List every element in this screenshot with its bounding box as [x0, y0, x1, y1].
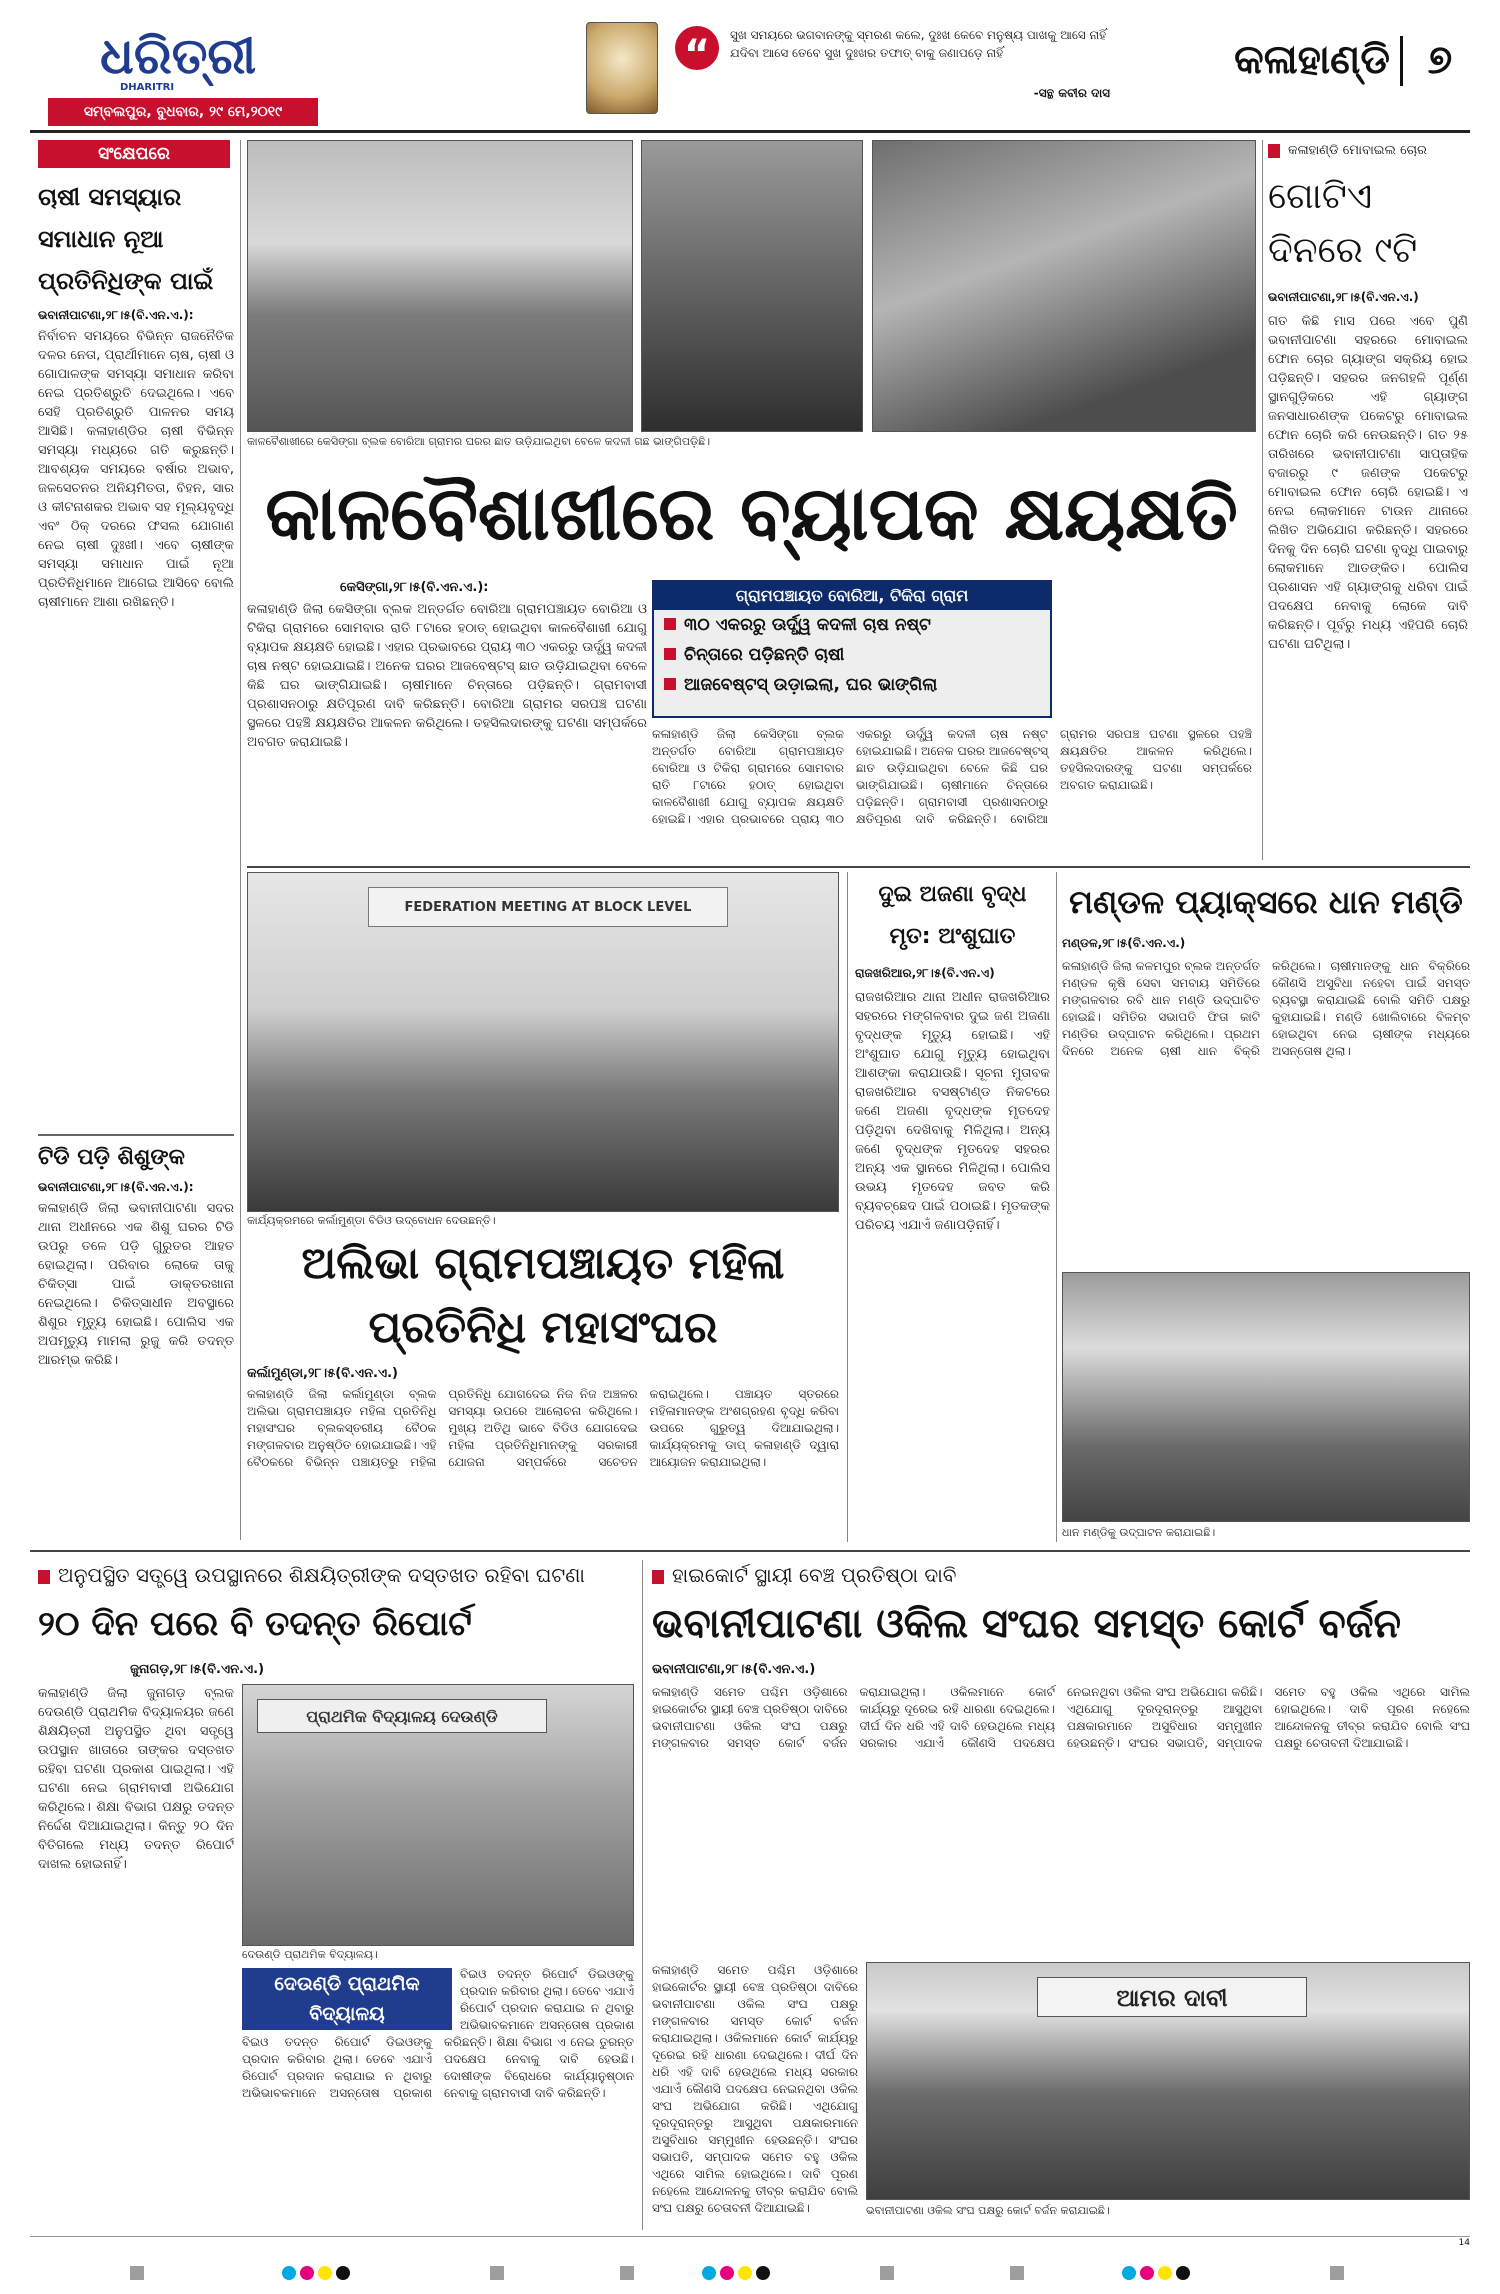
brief-body: ନିର୍ବାଚନ ସମୟରେ ବିଭିନ୍ନ ରାଜନୈତିକ ଦଳର ନେତା, ପ୍ରାର୍ଥୀମାନେ ଚାଷ, ଚାଷୀ ଓ ଗୋପାଳଙ୍କ ସମସ୍ୟା ସମାଧାନ କରିବା ନେଇ ପ୍ରତିଶ୍ରୁତି ଦେଇଥିଲେ। ଏବେ ସେହି ପ୍ରତିଶ୍ରୁତି ପାଳନର ସମୟ ଆସିଛି। କଳାହାଣ୍ଡିର ଚାଷୀ ବିଭିନ୍ନ ସମସ୍ୟା ମଧ୍ୟରେ ଗତି କରୁଛନ୍ତି। ଆବଶ୍ୟକ ସମୟରେ ବର୍ଷାର ଅଭାବ, ଜଳସେଚନର ଅନିୟମିତତା, ବିହନ, ସାର ଓ କୀଟନାଶକର ଅଭାବ ସହ ମୂଲ୍ୟବୃଦ୍ଧି ଏବଂ ଠିକ୍ ଦରରେ ଫସଲ ଯୋଗାଣ ନେଇ ଚାଷୀ ଦୁଃଖୀ। ଏବେ ଚାଷୀଙ୍କ ସମସ୍ୟା ସମାଧାନ ପାଇଁ ନୂଆ ପ୍ରତିନିଧିମାନେ ଆଗେଇ ଆସିବେ ବୋଲି ଚାଷୀମାନେ ଆଶା ରଖିଛନ୍ତି। [38, 329, 234, 610]
enquiry-body-right: ବିଇଓ ତଦନ୍ତ ରିପୋର୍ଟ ଡିଇଓଙ୍କୁ ପ୍ରଦାନ କରିବାର ଥିଲା। ତେବେ ଏଯାଏଁ ରିପୋର୍ଟ ପ୍ରଦାନ କରାଯାଇ ନ ଥିବାରୁ ଅଭିଭାବକମାନେ ଅସନ୍ତୋଷ ପ୍ରକାଶ କରିଛନ୍ତି। ଶିକ୍ଷା ବିଭାଗ ଏ ନେଇ ତୁରନ୍ତ ପଦକ୍ଷେପ ନେବାକୁ ଦାବି ହେଉଛି। ଦୋଷୀଙ୍କ ବିରୋଧରେ କାର୍ଯ୍ୟାନୁଷ୍ଠାନ ନେବାକୁ ଗ୍ରାମବାସୀ ଦାବି କରିଛନ୍ତି। [242, 2035, 634, 2100]
mid-rule [247, 866, 1470, 868]
lead-body-right: କଳାହାଣ୍ଡି ଜିଲା କେସିଙ୍ଗା ବ୍ଲକ ଅନ୍ତର୍ଗତ ବୋରିଆ ଗ୍ରାମପଞ୍ଚାୟତ ବୋରିଆ ଓ ଟିକିରା ଗ୍ରାମରେ ସୋମବାର ରାତି ୮ଟାରେ ହଠାତ୍ ହୋଇଥିବା କାଳବୈଶାଖୀ ଯୋଗୁ ବ୍ୟାପକ କ୍ଷୟକ୍ଷତି ହୋଇଛି। ଏହାର ପ୍ରଭାବରେ ପ୍ରାୟ ୩୦ ଏକରରୁ ଊର୍ଦ୍ଧ୍ୱ କଦଳୀ ଚାଷ ନଷ୍ଟ ହୋଇଯାଇଛି। ଅନେକ ଘରର ଆଜବେଷ୍ଟସ୍ ଛାତ ଉଡ଼ିଯାଇଥିବା ବେଳେ କିଛି ଘର ଭାଙ୍ଗିଯାଇଛି। ଚାଷୀମାନେ ଚିନ୍ତାରେ ପଡ଼ିଛନ୍ତି। ଗ୍ରାମବାସୀ ପ୍ରଶାସନଠାରୁ କ୍ଷତିପୂରଣ ଦାବି କରିଛନ୍ତି। ବୋରିଆ ଗ୍ରାମର ସରପଞ୍ଚ ଘଟଣା ସ୍ଥଳରେ ପହଞ୍ଚି କ୍ଷୟକ୍ଷତିର ଆକଳନ କରିଥିଲେ। ତହସିଲଦାରଙ୍କୁ ଘଟଣା ସମ୍ପର୍କରେ ଅବଗତ କରାଯାଇଛି। [652, 727, 1252, 826]
registration-mark [490, 2266, 504, 2280]
registration-dot [702, 2266, 716, 2280]
registration-dot [1158, 2266, 1172, 2280]
mobile-theft-kicker: କଳାହାଣ୍ଡି ମୋବାଇଲ ଚୋର [1268, 140, 1468, 166]
court-dateline: ଭବାନୀପାଟଣା,୨୮।୫(ବି.ଏନ.ଏ.) [652, 1662, 816, 1677]
masthead-quote-author: -ସନ୍ଥ କବୀର ଦାସ [1033, 86, 1110, 100]
footer-folio: 14 [1458, 2238, 1470, 2248]
highlight-item: ୩୦ ଏକରରୁ ଊର୍ଦ୍ଧ୍ୱ କଦଳୀ ଚାଷ ନଷ୍ଟ [654, 610, 1050, 640]
photo-lawyers-protest [866, 1962, 1470, 2200]
mobile-theft-body: ଗତ କିଛି ମାସ ପରେ ଏବେ ପୁଣି ଭବାନୀପାଟଣା ସହରରେ ମୋବାଇଲ ଫୋନ ଚୋର ଗ୍ୟାଙ୍ଗ ସକ୍ରିୟ ହୋଇ ପଡ଼ିଛନ୍ତି। ସହରର ଜନଗହଳି ପୂର୍ଣ୍ଣ ସ୍ଥାନଗୁଡ଼ିକରେ ଏହି ଗ୍ୟାଙ୍ଗ ଜନସାଧାରଣଙ୍କ ପକେଟରୁ ମୋବାଇଲ ଫୋନ ଚୋରି କରି ନେଉଛନ୍ତି। ଗତ ୨୫ ତାରିଖରେ ଭବାନୀପାଟଣା ସାପ୍ତାହିକ ବଜାରରୁ ୯ ଜଣଙ୍କ ପକେଟରୁ ମୋବାଇଲ ଫୋନ ଚୋରି ହୋଇଛି। ଏ ନେଇ ଲୋକମାନେ ଟାଉନ ଥାନାରେ ଲିଖିତ ଅଭିଯୋଗ କରିଛନ୍ତି। ସହରରେ ଦିନକୁ ଦିନ ଚୋରି ଘଟଣା ବୃଦ୍ଧି ପାଇବାରୁ ଲୋକମାନେ ଆତଙ୍କିତ। ପୋଲିସ ପ୍ରଶାସନ ଏହି ଗ୍ୟାଙ୍ଗକୁ ଧରିବା ପାଇଁ ପଦକ୍ଷେପ ନେବାକୁ ଲୋକେ ଦାବି କରିଛନ୍ତି। ପୂର୍ବରୁ ମଧ୍ୟ ଏହିପରି ଚୋରି ଘଟଣା ଘଟିଥିଲା। [1268, 314, 1468, 652]
brief-dateline: ଭବାନୀପାଟଣା,୨୮।୫(ବି.ଏନ.ଏ.): [38, 308, 194, 322]
registration-dot [1122, 2266, 1136, 2280]
enquiry-dateline: ଜୁନାଗଡ଼,୨୮।୫(ବି.ଏନ.ଏ.) [130, 1662, 265, 1677]
photo-damaged-house [247, 140, 633, 432]
registration-dot [720, 2266, 734, 2280]
enquiry-body-mid: ବିଇଓ ତଦନ୍ତ ରିପୋର୍ଟ ଡିଇଓଙ୍କୁ ପ୍ରଦାନ କରିବାର ଥିଲା। ତେବେ ଏଯାଏଁ ରିପୋର୍ଟ ପ୍ରଦାନ କରାଯାଇ ନ ଥିବାରୁ ଅଭିଭାବକମାନେ ଅସନ୍ତୋଷ ପ୍ରକାଶ [460, 1967, 634, 2032]
mobile-theft-headline: ଗୋଟିଏ ଦିନରେ ୯ଟି [1268, 176, 1418, 271]
lead-body-left: କଳାହାଣ୍ଡି ଜିଲା କେସିଙ୍ଗା ବ୍ଲକ ଅନ୍ତର୍ଗତ ବୋରିଆ ଗ୍ରାମପଞ୍ଚାୟତ ବୋରିଆ ଓ ଟିକିରା ଗ୍ରାମରେ ସୋମବାର ରାତି ୮ଟାରେ ହଠାତ୍ ହୋଇଥିବା କାଳବୈଶାଖୀ ଯୋଗୁ ବ୍ୟାପକ କ୍ଷୟକ୍ଷତି ହୋଇଛି। ଏହାର ପ୍ରଭାବରେ ପ୍ରାୟ ୩୦ ଏକରରୁ ଊର୍ଦ୍ଧ୍ୱ କଦଳୀ ଚାଷ ନଷ୍ଟ ହୋଇଯାଇଛି। ଅନେକ ଘରର ଆଜବେଷ୍ଟସ୍ ଛାତ ଉଡ଼ିଯାଇଥିବା ବେଳେ କିଛି ଘର ଭାଙ୍ଗିଯାଇଛି। ଚାଷୀମାନେ ଚିନ୍ତାରେ ପଡ଼ିଛନ୍ତି। ଗ୍ରାମବାସୀ ପ୍ରଶାସନଠାରୁ କ୍ଷତିପୂରଣ ଦାବି କରିଛନ୍ତି। ବୋରିଆ ଗ୍ରାମର ସରପଞ୍ଚ ଘଟଣା ସ୍ଥଳରେ ପହଞ୍ଚି କ୍ଷୟକ୍ଷତିର ଆକଳନ କରିଥିଲେ। ତହସିଲଦାରଙ୍କୁ ଘଟଣା ସମ୍ପର୍କରେ ଅବଗତ କରାଯାଇଛି। [247, 602, 647, 750]
enquiry-kicker: ଅନୁପସ୍ଥିତ ସତ୍ତ୍ୱେ ଉପସ୍ଥାନରେ ଶିକ୍ଷୟିତ୍ରୀଙ୍କ ଦସ୍ତଖତ ରହିବା ଘଟଣା [38, 1562, 648, 1588]
registration-dot [738, 2266, 752, 2280]
registration-mark [620, 2266, 634, 2280]
section-divider [1400, 36, 1403, 86]
registration-dot [756, 2266, 770, 2280]
masthead-logo-sub: DHARITRI [120, 82, 175, 93]
registration-dot [318, 2266, 332, 2280]
court-kicker: ହାଇକୋର୍ଟ ସ୍ଥାୟୀ ବେଞ୍ଚ ପ୍ରତିଷ୍ଠା ଦାବି [652, 1562, 1470, 1588]
tidi-body: କଳାହାଣ୍ଡି ଜିଲା ଭବାନୀପାଟଣା ସଦର ଥାନା ଅଧୀନରେ ଏକ ଶିଶୁ ଘରର ଟିଡି ଉପରୁ ତଳେ ପଡ଼ି ଗୁରୁତର ଆହତ ହୋଇଥିଲା। ପରିବାର ଲୋକେ ତାକୁ ଚିକିତ୍ସା ପାଇଁ ଡାକ୍ତରଖାନା ନେଇଥିଲେ। ଚିକିତ୍ସାଧୀନ ଅବସ୍ଥାରେ ଶିଶୁର ମୃତ୍ୟୁ ହୋଇଛି। ପୋଲିସ ଏକ ଅପମୃତ୍ୟୁ ମାମଲା ରୁଜୁ କରି ତଦନ୍ତ ଆରମ୍ଭ କରିଛି। [38, 1201, 234, 1368]
registration-mark [1330, 2266, 1344, 2280]
quote-mark-icon: “ [675, 26, 719, 70]
lead-dateline: କେସିଙ୍ଗା,୨୮।୫(ବି.ଏନ.ଏ.): [340, 580, 489, 595]
mandi-dateline: ମଣ୍ଡଳ,୨୮।୫(ବି.ଏନ.ଏ.) [1062, 936, 1186, 950]
section-name: କଳାହାଣ୍ଡି [1234, 37, 1390, 83]
tidi-dateline: ଭବାନୀପାଟଣା,୨୮।୫(ବି.ଏନ.ଏ.): [38, 1180, 194, 1194]
registration-dot [1140, 2266, 1154, 2280]
left-column-rule [240, 140, 241, 1540]
masthead [30, 20, 1470, 132]
right-column-rule [1262, 140, 1263, 860]
registration-dot [282, 2266, 296, 2280]
meeting-body: କଳାହାଣ୍ଡି ଜିଲା କର୍ଲାମୁଣ୍ଡା ବ୍ଲକ ଅଲିଭା ଗ୍ରାମପଞ୍ଚାୟତ ମହିଳା ପ୍ରତିନିଧି ମହାସଂଘର ବ୍ଲକସ୍ତରୀୟ ବୈଠକ ମଙ୍ଗଳବାର ଅନୁଷ୍ଠିତ ହୋଇଯାଇଛି। ଏହି ବୈଠକରେ ବିଭିନ୍ନ ପଞ୍ଚାୟତରୁ ମହିଳା ପ୍ରତିନିଧି ଯୋଗଦେଇ ନିଜ ନିଜ ଅଞ୍ଚଳର ସମସ୍ୟା ଉପରେ ଆଲୋଚନା କରିଥିଲେ। ମୁଖ୍ୟ ଅତିଥି ଭାବେ ବିଡିଓ ଯୋଗଦେଇ ମହିଳା ପ୍ରତିନିଧିମାନଙ୍କୁ ସରକାରୀ ଯୋଜନା ସମ୍ପର୍କରେ ସଚେତନ କରାଇଥିଲେ। ପଞ୍ଚାୟତ ସ୍ତରରେ ମହିଳାମାନଙ୍କ ଅଂଶଗ୍ରହଣ ବୃଦ୍ଧି କରିବା ଉପରେ ଗୁରୁତ୍ୱ ଦିଆଯାଇଥିଲା। କାର୍ଯ୍ୟକ୍ରମକୁ ଡାପ୍ କଳାହାଣ୍ଡି ଦ୍ୱାରା ଆୟୋଜନ କରାଯାଇଥିଲା। [247, 1387, 839, 1469]
elderly-body: ରାଜଖରିଆର ଥାନା ଅଧୀନ ରାଜଖରିଆର ସହରରେ ମଙ୍ଗଳବାର ଦୁଇ ଜଣ ଅଜଣା ବୃଦ୍ଧଙ୍କ ମୃତ୍ୟୁ ହୋଇଛି। ଏହି ଅଂଶୁଘାତ ଯୋଗୁ ମୃତ୍ୟୁ ହୋଇଥିବା ଆଶଙ୍କା କରାଯାଉଛି। ସୂଚନା ମୁତାବକ ରାଜଖରିଆର ବସଷ୍ଟାଣ୍ଡ ନିକଟରେ ଜଣେ ଅଜଣା ବୃଦ୍ଧଙ୍କ ମୃତଦେହ ପଡ଼ିଥିବା ଦେଖିବାକୁ ମିଳିଥିଲା। ଅନ୍ୟ ଜଣେ ବୃଦ୍ଧଙ୍କ ମୃତଦେହ ସହରର ଅନ୍ୟ ଏକ ସ୍ଥାନରେ ମିଳିଥିଲା। ପୋଲିସ ଉଭୟ ମୃତଦେହ ଜବତ କରି ବ୍ୟବଚ୍ଛେଦ ପାଇଁ ପଠାଇଛି। ମୃତକଙ୍କ ପରିଚୟ ଏଯାଏଁ ଜଣାପଡ଼ିନାହିଁ। [855, 990, 1050, 1233]
elderly-headline: ଦୁଇ ଅଜଣା ବୃଦ୍ଧ ମୃତ: ଅଂଶୁଘାତ [878, 882, 1027, 949]
meeting-photo-caption: କାର୍ଯ୍ୟକ୍ରମରେ କର୍ଲାମୁଣ୍ଡା ବିଡିଓ ଉଦ୍‌ବୋଧନ ଦେଉଛନ୍ତି। [247, 1214, 496, 1227]
school-photo-caption: ଦେଉଣ୍ଡି ପ୍ରାଥମିକ ବିଦ୍ୟାଳୟ। [242, 1948, 378, 1961]
registration-dot [300, 2266, 314, 2280]
meeting-banner: FEDERATION MEETING AT BLOCK LEVEL [368, 887, 728, 927]
tidi-headline: ଟିଡି ପଡ଼ି ଶିଶୁଙ୍କ [38, 1145, 185, 1170]
court-rule [642, 1560, 643, 2230]
registration-dot [1176, 2266, 1190, 2280]
mobile-theft-dateline: ଭବାନୀପାଟଣା,୨୮।୫(ବି.ଏନ.ଏ.) [1268, 290, 1419, 304]
photo-ceiling-fan [641, 140, 863, 432]
photo-federation-meeting [247, 872, 839, 1212]
photo-fallen-bananas [872, 140, 1256, 432]
court-headline: ଭବାନୀପାଟଣା ଓକିଲ ସଂଘର ସମସ୍ତ କୋର୍ଟ ବର୍ଜନ [652, 1601, 1402, 1647]
page-number: ୭ [1427, 37, 1453, 83]
registration-mark [880, 2266, 894, 2280]
saint-portrait [586, 22, 658, 114]
highlight-item: ଆଜବେଷ୍ଟସ୍ ଉଡ଼ାଇଲା, ଘର ଭାଙ୍ଗିଲା [654, 670, 1050, 700]
registration-mark [1010, 2266, 1024, 2280]
elderly-dateline: ରାଜଖରିଆର,୨୮।୫(ବି.ଏନ.ଏ) [855, 966, 995, 980]
mandi-rule [1056, 872, 1057, 1542]
mandi-body: କଳାହାଣ୍ଡି ଜିଲା କଳମପୁର ବ୍ଲକ ଅନ୍ତର୍ଗତ ମଣ୍ଡଳ କୃଷି ସେବା ସମବାୟ ସମିତିରେ ମଙ୍ଗଳବାର ରବି ଧାନ ମଣ୍ଡି ଉଦ୍‌ଘାଟିତ ହୋଇଛି। ସମିତିର ସଭାପତି ଫିତା କାଟି ମଣ୍ଡିର ଉଦ୍‌ଘାଟନ କରିଥିଲେ। ପ୍ରଥମ ଦିନରେ ଅନେକ ଚାଷୀ ଧାନ ବିକ୍ରି କରିଥିଲେ। ଚାଷୀମାନଙ୍କୁ ଧାନ ବିକ୍ରିରେ କୌଣସି ଅସୁବିଧା ନହେବା ପାଇଁ ସମସ୍ତ ବ୍ୟବସ୍ଥା କରାଯାଇଛି ବୋଲି ସମିତି ପକ୍ଷରୁ କୁହାଯାଇଛି। ମଣ୍ଡି ଖୋଲିବାରେ ବିଳମ୍ବ ହୋଇଥିବା ନେଇ ଚାଷୀଙ୍କ ମଧ୍ୟରେ ଅସନ୍ତୋଷ ଥିଲା। [1062, 959, 1470, 1058]
footer-rule [30, 2236, 1470, 2237]
lead-highlight-box [652, 580, 1052, 718]
top-photo-caption: କାଳବୈଶାଖୀରେ କେସିଙ୍ଗା ବ୍ଲକ ବୋରିଆ ଗ୍ରାମର ଘରର ଛାତ ଉଡ଼ିଯାଇଥିବା ବେଳେ କଦଳୀ ଗଛ ଭାଙ୍ଗିପଡ଼ିଛି। [247, 435, 711, 448]
protest-banner: ଆମର ଦାବୀ [1037, 1977, 1307, 2017]
meeting-dateline: କର୍ଲାମୁଣ୍ଡା,୨୮।୫(ବି.ଏନ.ଏ.) [247, 1366, 398, 1381]
masthead-rule [30, 130, 1470, 133]
enquiry-body-left: କଳାହାଣ୍ଡି ଜିଲା ଜୁନାଗଡ଼ ବ୍ଲକ ଦେଉଣ୍ଡି ପ୍ରାଥମିକ ବିଦ୍ୟାଳୟର ଜଣେ ଶିକ୍ଷୟିତ୍ରୀ ଅନୁପସ୍ଥିତ ଥିବା ସତ୍ତ୍ୱେ ଉପସ୍ଥାନ ଖାତାରେ ତାଙ୍କର ଦସ୍ତଖତ ରହିବା ଘଟଣା ପ୍ରକାଶ ପାଇଥିଲା। ଏହି ଘଟଣା ନେଇ ଗ୍ରାମବାସୀ ଅଭିଯୋଗ କରିଥିଲେ। ଶିକ୍ଷା ବିଭାଗ ପକ୍ଷରୁ ତଦନ୍ତ ନିର୍ଦ୍ଦେଶ ଦିଆଯାଇଥିଲା। କିନ୍ତୁ ୨୦ ଦିନ ବିତିଗଲେ ମଧ୍ୟ ତଦନ୍ତ ରିପୋର୍ଟ ଦାଖଲ ହୋଇନାହିଁ। [38, 1686, 234, 1872]
elderly-rule [847, 872, 848, 1542]
photo-school [242, 1684, 634, 1946]
meeting-headline: ଅଲିଭା ଗ୍ରାମପଞ୍ଚାୟତ ମହିଳା ପ୍ରତିନିଧି ମହାସଂଘର [301, 1238, 785, 1353]
lead-headline: କାଳବୈଶାଖୀରେ ବ୍ୟାପକ କ୍ଷୟକ୍ଷତି [265, 471, 1238, 557]
photo-paddy-mandi [1062, 1272, 1470, 1522]
mandi-photo-caption: ଧାନ ମଣ୍ଡିକୁ ଉଦ୍‌ଘାଟନ କରାଯାଇଛି। [1062, 1526, 1216, 1539]
brief-tag: ସଂକ୍ଷେପରେ [38, 140, 230, 168]
masthead-quote: ସୁଖ ସମୟରେ ଭଗବାନଙ୍କୁ ସ୍ମରଣ କଲେ, ଦୁଃଖ କେବେ ମନୁଷ୍ୟ ପାଖକୁ ଆସେ ନାହିଁ ଯଦିବା ଆସେ ତେବେ ସୁଖ ଦୁଃଖର ତଫାତ୍ ବାକୁ ଜଣାପଡ଼େ ନାହିଁ [730, 28, 1107, 60]
highlight-item: ଚିନ୍ତାରେ ପଡ଼ିଛନ୍ତି ଚାଷୀ [654, 640, 1050, 670]
brief-divider [38, 1134, 234, 1136]
court-photo-caption: ଭବାନୀପାଟଣା ଓକିଲ ସଂଘ ପକ୍ଷରୁ କୋର୍ଟ ବର୍ଜନ କରାଯାଇଛି। [866, 2204, 1110, 2217]
lower-rule [30, 1550, 1470, 1552]
registration-dot [336, 2266, 350, 2280]
registration-mark [130, 2266, 144, 2280]
school-label: ଦେଉଣ୍ଡି ପ୍ରାଥମିକ ବିଦ୍ୟାଳୟ [242, 1968, 452, 2030]
highlight-title: ଗ୍ରାମପଞ୍ଚାୟତ ବୋରିଆ, ଟିକିରା ଗ୍ରାମ [654, 582, 1050, 610]
brief-headline: ଚାଷୀ ସମସ୍ୟାର ସମାଧାନ ନୂଆ ପ୍ରତିନିଧିଙ୍କ ପାଇଁ [38, 183, 214, 295]
court-body: କଳାହାଣ୍ଡି ସମେତ ପଶ୍ଚିମ ଓଡ଼ିଶାରେ ହାଇକୋର୍ଟର ସ୍ଥାୟୀ ବେଞ୍ଚ ପ୍ରତିଷ୍ଠା ଦାବିରେ ଭବାନୀପାଟଣା ଓକିଲ ସଂଘ ପକ୍ଷରୁ ମଙ୍ଗଳବାର ସମସ୍ତ କୋର୍ଟ ବର୍ଜନ କରାଯାଇଥିଲା। ଓକିଲମାନେ କୋର୍ଟ କାର୍ଯ୍ୟରୁ ଦୂରେଇ ରହି ଧାରଣା ଦେଇଥିଲେ। ଦୀର୍ଘ ଦିନ ଧରି ଏହି ଦାବି ହେଉଥିଲେ ମଧ୍ୟ ସରକାର ଏଯାଏଁ କୌଣସି ପଦକ୍ଷେପ ନେଇନଥିବା ଓକିଲ ସଂଘ ଅଭିଯୋଗ କରିଛି। ଏଥିଯୋଗୁ ଦୂରଦୂରାନ୍ତରୁ ଆସୁଥିବା ପକ୍ଷକାରମାନେ ଅସୁବିଧାର ସମ୍ମୁଖୀନ ହେଉଛନ୍ତି। ସଂଘର ସଭାପତି, ସମ୍ପାଦକ ସମେତ ବହୁ ଓକିଲ ଏଥିରେ ସାମିଲ ହୋଇଥିଲେ। ଦାବି ପୂରଣ ନହେଲେ ଆନ୍ଦୋଳନକୁ ତୀବ୍ର କରାଯିବ ବୋଲି ସଂଘ ପକ୍ଷରୁ ଚେତାବନୀ ଦିଆଯାଇଛି। [652, 1685, 1470, 1750]
masthead-date-line: ସମ୍ବଲପୁର, ବୁଧବାର, ୨୯ ମେ,୨୦୧୯ [48, 98, 318, 126]
school-sign: ପ୍ରାଥମିକ ବିଦ୍ୟାଳୟ ଦେଉଣ୍ଡି [257, 1699, 547, 1733]
enquiry-headline: ୨୦ ଦିନ ପରେ ବି ତଦନ୍ତ ରିପୋର୍ଟ [38, 1604, 472, 1644]
court-body-lower: କଳାହାଣ୍ଡି ସମେତ ପଶ୍ଚିମ ଓଡ଼ିଶାରେ ହାଇକୋର୍ଟର ସ୍ଥାୟୀ ବେଞ୍ଚ ପ୍ରତିଷ୍ଠା ଦାବିରେ ଭବାନୀପାଟଣା ଓକିଲ ସଂଘ ପକ୍ଷରୁ ମଙ୍ଗଳବାର ସମସ୍ତ କୋର୍ଟ ବର୍ଜନ କରାଯାଇଥିଲା। ଓକିଲମାନେ କୋର୍ଟ କାର୍ଯ୍ୟରୁ ଦୂରେଇ ରହି ଧାରଣା ଦେଇଥିଲେ। ଦୀର୍ଘ ଦିନ ଧରି ଏହି ଦାବି ହେଉଥିଲେ ମଧ୍ୟ ସରକାର ଏଯାଏଁ କୌଣସି ପଦକ୍ଷେପ ନେଇନଥିବା ଓକିଲ ସଂଘ ଅଭିଯୋଗ କରିଛି। ଏଥିଯୋଗୁ ଦୂରଦୂରାନ୍ତରୁ ଆସୁଥିବା ପକ୍ଷକାରମାନେ ଅସୁବିଧାର ସମ୍ମୁଖୀନ ହେଉଛନ୍ତି। ସଂଘର ସଭାପତି, ସମ୍ପାଦକ ସମେତ ବହୁ ଓକିଲ ଏଥିରେ ସାମିଲ ହୋଇଥିଲେ। ଦାବି ପୂରଣ ନହେଲେ ଆନ୍ଦୋଳନକୁ ତୀବ୍ର କରାଯିବ ବୋଲି ସଂଘ ପକ୍ଷରୁ ଚେତାବନୀ ଦିଆଯାଇଛି। [652, 1963, 858, 2215]
mandi-headline: ମଣ୍ଡଳ ପ୍ୟାକ୍ସରେ ଧାନ ମଣ୍ଡି [1069, 883, 1463, 921]
masthead-logo: ଧରିତ୍ରୀ [100, 27, 257, 85]
